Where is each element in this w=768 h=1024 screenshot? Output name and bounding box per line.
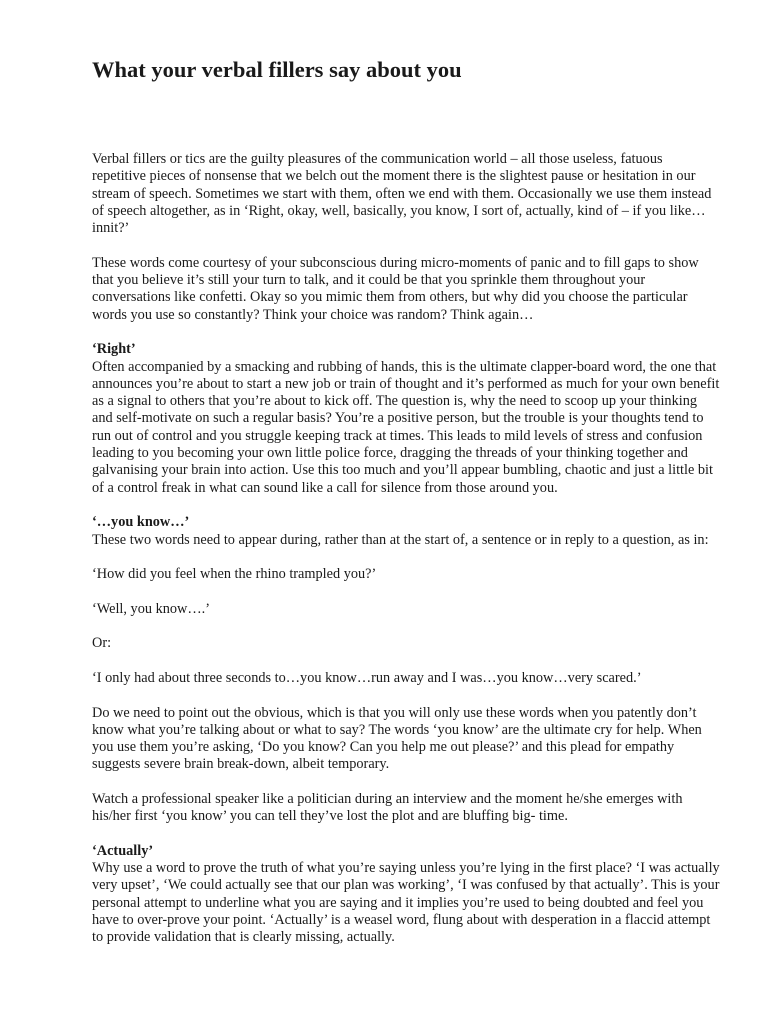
- quote-well: ‘Well, you know….’: [92, 600, 210, 617]
- intro-paragraph: Verbal fillers or tics are the guilty pleasures of the communication world – all those useless, fatuous repetitive pieces of nonsense that we belch out the moment there is the slightest pause or hesitation in our stream of speech. Sometimes we start with them, often we end with them. Occasionally we use them instead of speech altogether, as in ‘Right, okay, well, basically, you know, I sort of, actually, kind of – if you like…innit?’: [92, 151, 712, 237]
- section-right: [92, 341, 720, 497]
- section-you-know: [92, 514, 720, 549]
- section-heading-right: ‘Right’: [92, 341, 136, 358]
- section-heading-you-know: ‘…you know…’: [92, 514, 190, 531]
- section-body-right: Often accompanied by a smacking and rubbing of hands, this is the ultimate clapper-board word, the one that announces you’re about to start a new job or train of thought and it’s performed as much for your own benefit as a signal to others that you’re about to kick off. The question is, why the need to scoop up your thinking and self-motivate on such a regular basis? You’re a positive person, but the trouble is your thoughts tend to run out of control and you struggle keeping track at times. This leads to mild levels of stress and confusion leading to you becoming your own little police force, dragging the threads of your thinking together and galvanising your brain into action. Use this too much and you’ll appear bumbling, chaotic and just a little bit of a control freak in what can sound like a call for silence from those around you.: [92, 358, 720, 496]
- politician-paragraph: Watch a professional speaker like a politician during an interview and the moment he/she emerges with his/her first ‘you know’ you can tell they’ve lost the plot and are bluffing big- time.: [92, 790, 683, 825]
- document-body: [92, 151, 720, 947]
- or-text: Or:: [92, 635, 112, 652]
- section-body-you-know: These two words need to appear during, rather than at the start of, a sentence or in reply to a question, as in:: [92, 531, 709, 548]
- section-heading-actually: ‘Actually’: [92, 842, 154, 859]
- quote-rhino: ‘How did you feel when the rhino trampled you?’: [92, 566, 377, 583]
- document-title: What your verbal fillers say about you: [92, 57, 462, 82]
- section-actually: [92, 843, 720, 947]
- section-body-actually: Why use a word to prove the truth of what you’re saying unless you’re lying in the first place? ‘I was actually very upset’, ‘We could actually see that our plan was working’, ‘I was confused by that actually’. This is your personal attempt to underline what you are saying and it implies you’re used to being doubted and feel you have to over-prove your point. ‘Actually’ is a weasel word, flung about with desperation in a flaccid attempt to provide validation that is clearly missing, actually.: [92, 860, 720, 946]
- obvious-paragraph: Do we need to point out the obvious, which is that you will only use these words when you patently don’t know what you’re talking about or what to say? The words ‘you know’ are the ultimate cry for help. When you use them you’re asking, ‘Do you know? Can you help me out please?’ and this plead for empathy suggests severe brain break-down, albeit temporary.: [92, 704, 702, 773]
- subconscious-paragraph: These words come courtesy of your subconscious during micro-moments of panic and to fill gaps to show that you believe it’s still your turn to talk, and it could be that you sprinkle them throughout your conversations like confetti. Okay so you mimic them from others, but why did you choose the particular words you use so constantly? Think your choice was random? Think again…: [92, 254, 699, 323]
- quote-scared: ‘I only had about three seconds to…you know…run away and I was…you know…very scared.’: [92, 669, 642, 686]
